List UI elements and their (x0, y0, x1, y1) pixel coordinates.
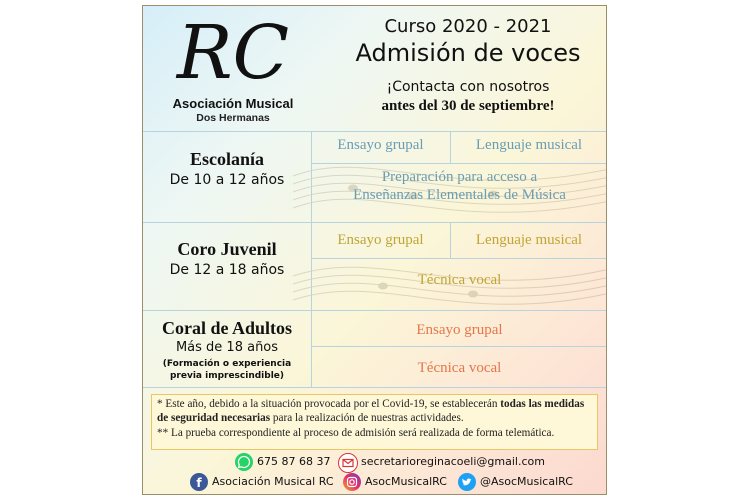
item-ensayo-grupal: Ensayo grupal (416, 322, 503, 338)
notice-paragraph-1: * Este año, debido a la situación provocada por el Covid-19, se establecerán todas las medidas de seguridad necesarias para la realización de nuestras actividades. (157, 398, 585, 424)
divider (311, 163, 607, 164)
notice-box (151, 394, 598, 450)
divider (311, 258, 607, 259)
deadline-callout: antes del 30 de septiembre! (381, 98, 555, 114)
section-note-line1: (Formación o experiencia (162, 359, 292, 369)
twitter-icon (458, 473, 476, 491)
item-preparacion: Preparación para acceso a (381, 169, 538, 185)
facebook-handle[interactable]: Asociación Musical RC (212, 475, 334, 488)
item-ensenanzas: Enseñanzas Elementales de Música (353, 187, 566, 203)
contact-callout: ¡Contacta con nosotros (386, 79, 550, 95)
instagram-icon (343, 473, 361, 491)
section-age-coral-adultos: Más de 18 años (175, 340, 279, 355)
page-title: Admisión de voces (355, 39, 581, 67)
section-title-coral-adultos: Coral de Adultos (161, 318, 293, 338)
divider (143, 222, 607, 223)
divider (143, 310, 607, 311)
logo-block (158, 14, 308, 124)
whatsapp-icon (235, 453, 253, 471)
rc-logo (173, 14, 293, 92)
svg-text:f: f (196, 476, 202, 490)
item-tecnica-vocal: Técnica vocal (417, 272, 502, 288)
divider (311, 346, 607, 347)
item-ensayo-grupal: Ensayo grupal (337, 232, 424, 248)
phone-number[interactable]: 675 87 68 37 (257, 455, 331, 468)
item-tecnica-vocal: Técnica vocal (417, 360, 502, 376)
section-title-coro-juvenil: Coro Juvenil (177, 239, 277, 259)
section-age-escolania: De 10 a 12 años (169, 172, 285, 188)
email-icon (338, 453, 358, 473)
divider (143, 387, 607, 388)
org-name: Asociación Musical (172, 96, 294, 111)
divider (143, 131, 607, 132)
poster (142, 5, 607, 495)
section-note-line2: previa imprescindible) (169, 371, 285, 381)
notice-paragraph-2: ** La prueba correspondiente al proceso de admisión será realizada de forma telemática. (157, 427, 555, 439)
course-label: Curso 2020 - 2021 (384, 16, 552, 37)
svg-text:RC: RC (176, 14, 290, 92)
org-subname: Dos Hermanas (196, 112, 270, 124)
section-age-coro-juvenil: De 12 a 18 años (169, 262, 285, 278)
email-address[interactable]: secretarioreginacoeli@gmail.com (361, 455, 545, 468)
item-lenguaje-musical: Lenguaje musical (475, 232, 583, 248)
item-ensayo-grupal: Ensayo grupal (337, 137, 424, 153)
twitter-handle[interactable]: @AsocMusicalRC (480, 475, 573, 488)
item-lenguaje-musical: Lenguaje musical (475, 137, 583, 153)
instagram-handle[interactable]: AsocMusicalRC (365, 475, 447, 488)
section-title-escolania: Escolanía (189, 149, 264, 169)
facebook-icon (190, 473, 208, 491)
